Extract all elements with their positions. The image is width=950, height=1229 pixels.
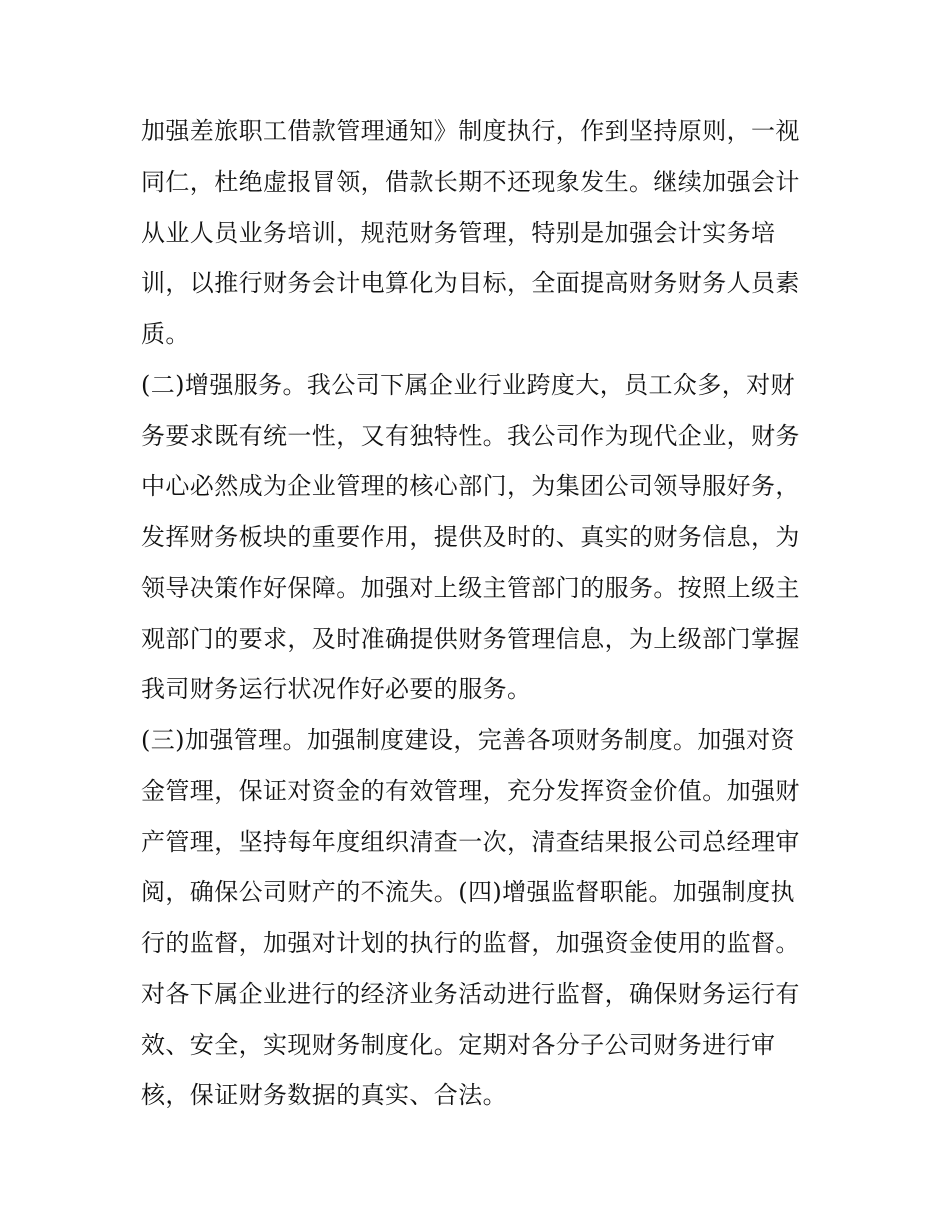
text-line: 核，保证财务数据的真实、合法。: [141, 1081, 507, 1110]
text-line: 阅，确保公司财产的不流失。(四)增强监督职能。加强制度执: [141, 878, 795, 907]
text-line: 质。: [141, 320, 190, 348]
text-line: 观部门的要求，及时准确提供财务管理信息，为上级部门掌握: [141, 624, 800, 653]
text-line: 产管理，坚持每年度组织清查一次，清查结果报公司总经理审: [141, 827, 800, 856]
text-line: 中心必然成为企业管理的核心部门，为集团公司领导服好务，: [141, 472, 800, 501]
text-line: 发挥财务板块的重要作用，提供及时的、真实的财务信息，为: [141, 523, 800, 551]
text-line: 务要求既有统一性，又有独特性。我公司作为现代企业，财务: [141, 421, 800, 450]
text-line: 同仁，杜绝虚报冒领，借款长期不还现象发生。继续加强会计: [141, 167, 800, 196]
text-line: 领导决策作好保障。加强对上级主管部门的服务。按照上级主: [141, 573, 800, 602]
text-line: (二)增强服务。我公司下属企业行业跨度大，员工众多，对财: [141, 370, 795, 399]
text-line: 效、安全，实现财务制度化。定期对各分子公司财务进行审: [141, 1030, 776, 1059]
document-body: [141, 106, 821, 1121]
text-line: 从业人员业务培训，规范财务管理，特别是加强会计实务培: [141, 218, 776, 247]
text-line: 对各下属企业进行的经济业务活动进行监督，确保财务运行有: [141, 979, 800, 1008]
text-line: 行的监督，加强对计划的执行的监督，加强资金使用的监督。: [141, 929, 800, 957]
text-line: 金管理，保证对资金的有效管理，充分发挥资金价值。加强财: [141, 776, 800, 805]
text-line: (三)加强管理。加强制度建设，完善各项财务制度。加强对资: [141, 726, 795, 754]
text-line: 我司财务运行状况作好必要的服务。: [141, 675, 532, 704]
text-line: 训，以推行财务会计电算化为目标，全面提高财务财务人员素: [141, 269, 800, 298]
text-line: 加强差旅职工借款管理通知》制度执行，作到坚持原则，一视: [141, 117, 800, 145]
